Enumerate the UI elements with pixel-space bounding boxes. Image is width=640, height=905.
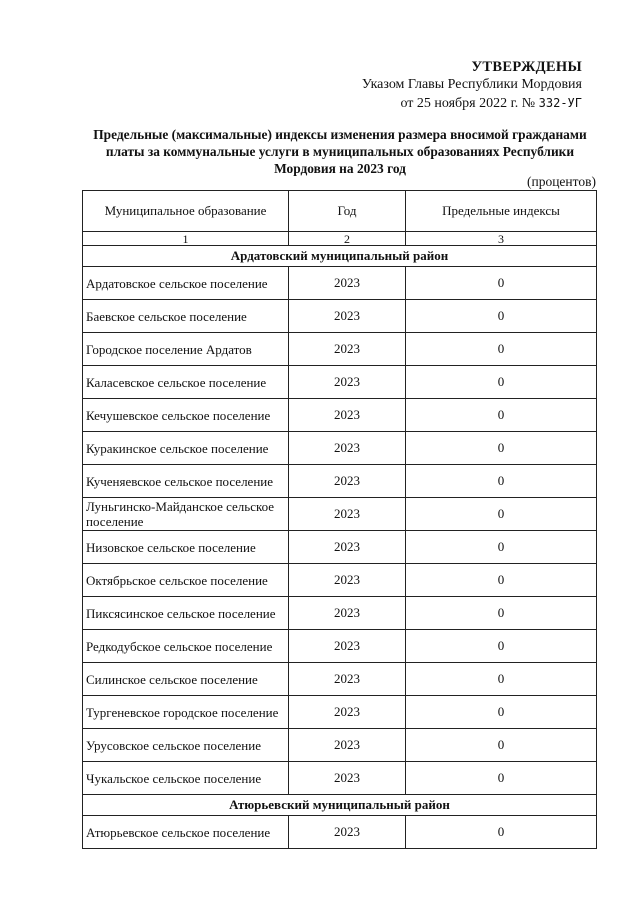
year-cell: 2023 — [289, 729, 406, 762]
index-cell: 0 — [406, 399, 597, 432]
table-row — [83, 531, 597, 564]
settlement-name: Урусовское сельское поселение — [83, 729, 289, 762]
table-row — [83, 564, 597, 597]
index-cell: 0 — [406, 816, 597, 849]
approval-block — [302, 58, 582, 113]
year-cell: 2023 — [289, 300, 406, 333]
district-title: Ардатовский муниципальный район — [83, 246, 597, 267]
settlement-name: Редкодубское сельское поселение — [83, 630, 289, 663]
decree-date-line — [302, 94, 582, 113]
year-cell: 2023 — [289, 663, 406, 696]
index-cell: 0 — [406, 663, 597, 696]
index-cell: 0 — [406, 465, 597, 498]
index-cell: 0 — [406, 498, 597, 531]
table-row — [83, 399, 597, 432]
column-number-row — [83, 232, 597, 246]
year-cell: 2023 — [289, 531, 406, 564]
district-title: Атюрьевский муниципальный район — [83, 795, 597, 816]
settlement-name: Кученяевское сельское поселение — [83, 465, 289, 498]
document-title: Предельные (максимальные) индексы изменения размера вносимой гражданами платы за коммунальные услуги в муниципальных образованиях Республики Мордовия на 2023 год — [93, 127, 587, 176]
table-row — [83, 333, 597, 366]
year-cell: 2023 — [289, 564, 406, 597]
index-cell: 0 — [406, 333, 597, 366]
table-row — [83, 696, 597, 729]
settlement-name: Низовское сельское поселение — [83, 531, 289, 564]
settlement-name: Каласевское сельское поселение — [83, 366, 289, 399]
units-label: (процентов) — [526, 174, 596, 189]
index-cell: 0 — [406, 432, 597, 465]
table-body — [83, 246, 597, 849]
column-number: 2 — [289, 232, 406, 246]
year-cell: 2023 — [289, 762, 406, 795]
settlement-name: Пиксясинское сельское поселение — [83, 597, 289, 630]
year-cell: 2023 — [289, 696, 406, 729]
decree-line: Указом Главы Республики Мордовия — [361, 77, 582, 92]
index-cell: 0 — [406, 762, 597, 795]
column-header: Предельные индексы — [406, 191, 597, 232]
index-cell: 0 — [406, 300, 597, 333]
table-row — [83, 816, 597, 849]
settlement-name: Октябрьское сельское поселение — [83, 564, 289, 597]
settlement-name: Атюрьевское сельское поселение — [83, 816, 289, 849]
column-header: Год — [289, 191, 406, 232]
index-cell: 0 — [406, 597, 597, 630]
year-cell: 2023 — [289, 498, 406, 531]
table-row — [83, 663, 597, 696]
decree-date: от 25 ноября 2022 г. № — [400, 96, 536, 111]
column-header: Муниципальное образование — [83, 191, 289, 232]
year-cell: 2023 — [289, 267, 406, 300]
year-cell: 2023 — [289, 333, 406, 366]
index-cell: 0 — [406, 531, 597, 564]
year-cell: 2023 — [289, 816, 406, 849]
settlement-name: Кечушевское сельское поселение — [83, 399, 289, 432]
table-row — [83, 432, 597, 465]
settlement-name: Городское поселение Ардатов — [83, 333, 289, 366]
table-row — [83, 597, 597, 630]
table-header-row — [83, 191, 597, 232]
year-cell: 2023 — [289, 597, 406, 630]
settlement-name: Ардатовское сельское поселение — [83, 267, 289, 300]
table-row — [83, 630, 597, 663]
index-cell: 0 — [406, 267, 597, 300]
decree-number: 332-УГ — [538, 96, 582, 110]
index-cell: 0 — [406, 729, 597, 762]
settlement-name: Луньгинско-Майданское сельское поселение — [83, 498, 289, 531]
district-section-row — [83, 246, 597, 267]
index-cell: 0 — [406, 366, 597, 399]
table-row — [83, 366, 597, 399]
column-number: 1 — [83, 232, 289, 246]
settlement-name: Тургеневское городское поселение — [83, 696, 289, 729]
year-cell: 2023 — [289, 366, 406, 399]
table-row — [83, 465, 597, 498]
year-cell: 2023 — [289, 399, 406, 432]
table-row — [83, 762, 597, 795]
table-row — [83, 267, 597, 300]
settlement-name: Баевское сельское поселение — [83, 300, 289, 333]
year-cell: 2023 — [289, 432, 406, 465]
index-cell: 0 — [406, 564, 597, 597]
table-row — [83, 300, 597, 333]
index-cell: 0 — [406, 696, 597, 729]
approved-heading: УТВЕРЖДЕНЫ — [471, 59, 582, 75]
table-row — [83, 498, 597, 531]
year-cell: 2023 — [289, 630, 406, 663]
settlement-name: Силинское сельское поселение — [83, 663, 289, 696]
table-row — [83, 729, 597, 762]
settlement-name: Чукальское сельское поселение — [83, 762, 289, 795]
district-section-row — [83, 795, 597, 816]
index-cell: 0 — [406, 630, 597, 663]
column-number: 3 — [406, 232, 597, 246]
indices-table — [82, 190, 597, 849]
settlement-name: Куракинское сельское поселение — [83, 432, 289, 465]
year-cell: 2023 — [289, 465, 406, 498]
